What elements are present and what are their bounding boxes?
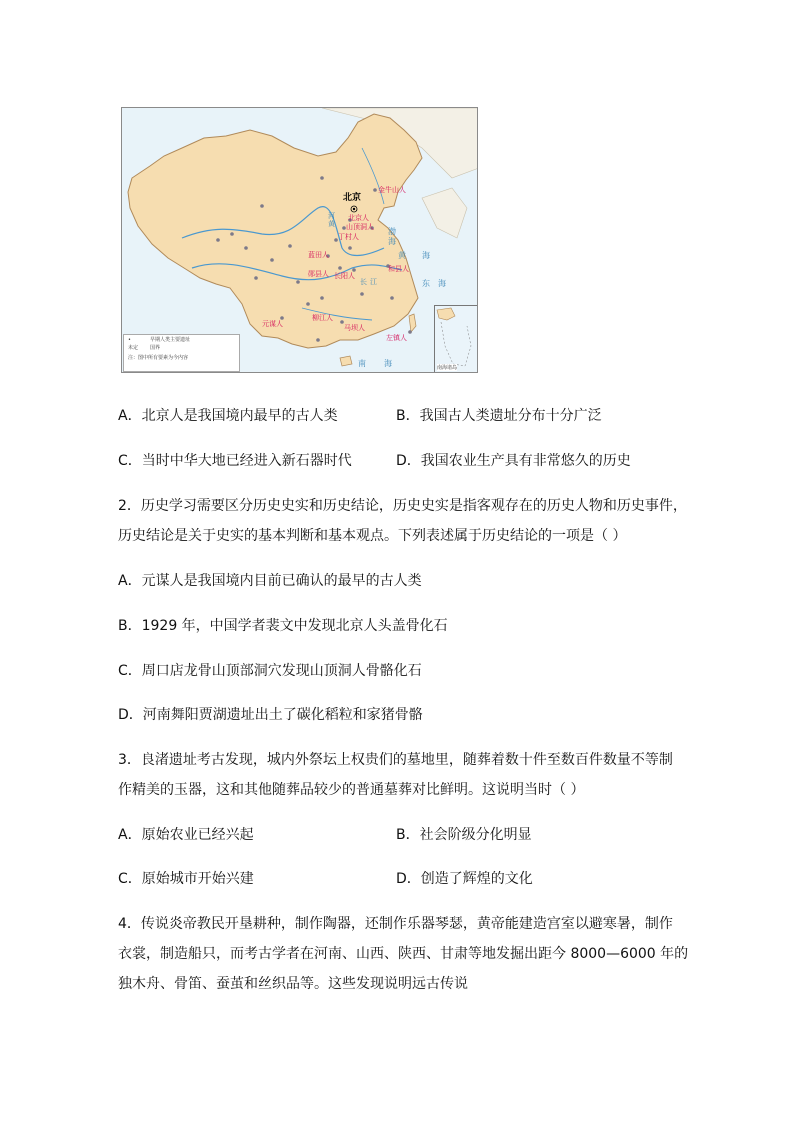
site-label: 丁村人: [338, 233, 359, 241]
q3-option-d: D．创造了辉煌的文化: [396, 871, 533, 887]
site-label: 蓝田人: [308, 251, 329, 259]
q2-option-d: D．河南舞阳贾湖遗址出土了碳化稻粒和家猪骨骼: [118, 707, 423, 723]
legend-item: 国界: [150, 345, 161, 351]
inset-label: 南海诸岛: [437, 365, 458, 371]
q1-option-d: D．我国农业生产具有非常悠久的历史: [396, 453, 631, 469]
sea-label: 海: [438, 279, 446, 288]
q2-option-a: A．元谋人是我国境内目前已确认的最早的古人类: [118, 573, 422, 589]
south-china-sea-inset: [434, 305, 478, 373]
q3-stem-line: 作精美的玉器，这和其他随葬品较少的普通墓葬对比鲜明。这说明当时（ ）: [118, 782, 585, 798]
q3-option-c: C．原始城市开始兴建: [118, 871, 254, 887]
site-label: 山顶洞人: [346, 223, 374, 231]
sea-label: 东: [422, 279, 430, 288]
site-label: 金牛山人: [378, 186, 406, 194]
sea-label: 渤: [388, 227, 396, 236]
q2-option-c: C．周口店龙骨山顶部洞穴发现山顶洞人骨骼化石: [118, 663, 422, 679]
sea-label: 海: [388, 237, 396, 246]
river-label: 长: [360, 278, 367, 286]
site-label: 和县人: [388, 265, 409, 273]
map-legend: [123, 334, 240, 372]
q4-stem-line: 衣裳，制造船只，而考古学者在河南、山西、陕西、甘肃等地发掘出距今 8000—6000 年的: [118, 946, 689, 962]
q4-stem-line: 独木舟、骨笛、蚕茧和丝织品等。这些发现说明远古传说: [118, 976, 468, 992]
q3-stem-line: 3．良渚遗址考古发现，城内外祭坛上权贵们的墓地里，随葬着数十件至数百件数量不等制: [118, 752, 673, 768]
site-label: 长阳人: [334, 272, 355, 280]
legend-dot-icon: •: [128, 337, 131, 343]
legend-note: 注：图中所有要素为今内容: [128, 355, 189, 361]
sea-label: 黄: [398, 251, 406, 260]
site-label: 柳江人: [312, 314, 333, 322]
site-label: 北京人: [348, 214, 369, 222]
q1-option-b: B．我国古人类遗址分布十分广泛: [396, 408, 602, 424]
river-label: 黄: [328, 220, 335, 228]
q1-option-c: C．当时中华大地已经进入新石器时代: [118, 453, 352, 469]
q3-option-b: B．社会阶级分化明显: [396, 827, 532, 843]
site-label: 郧县人: [308, 270, 329, 278]
capital-label: 北京: [343, 193, 362, 203]
site-label: 马坝人: [344, 324, 365, 332]
q1-option-a: A．北京人是我国境内最早的古人类: [118, 408, 338, 424]
legend-item: 早期人类主要遗址: [150, 337, 191, 343]
site-label: 左镇人: [386, 334, 407, 342]
china-early-human-sites-map: [121, 107, 478, 373]
sea-label: 海: [422, 251, 430, 260]
legend-border-icon: 未定: [128, 345, 139, 351]
site-label: 元谋人: [262, 320, 283, 328]
sea-label: 南: [358, 359, 366, 368]
q2-stem-line: 历史结论是关于史实的基本判断和基本观点。下列表述属于历史结论的一项是（ ）: [118, 528, 627, 544]
river-label: 河: [328, 212, 335, 220]
q2-option-b: B．1929 年，中国学者裴文中发现北京人头盖骨化石: [118, 618, 448, 634]
q2-stem-line: 2．历史学习需要区分历史史实和历史结论，历史史实是指客观存在的历史人物和历史事件，: [118, 498, 687, 514]
q3-option-a: A．原始农业已经兴起: [118, 827, 254, 843]
river-label: 江: [370, 278, 377, 286]
sea-label: 海: [384, 359, 392, 368]
q4-stem-line: 4．传说炎帝教民开垦耕种，制作陶器，还制作乐器琴瑟，黄帝能建造宫室以避寒暑，制作: [118, 916, 673, 932]
china-landmass: [128, 114, 422, 348]
